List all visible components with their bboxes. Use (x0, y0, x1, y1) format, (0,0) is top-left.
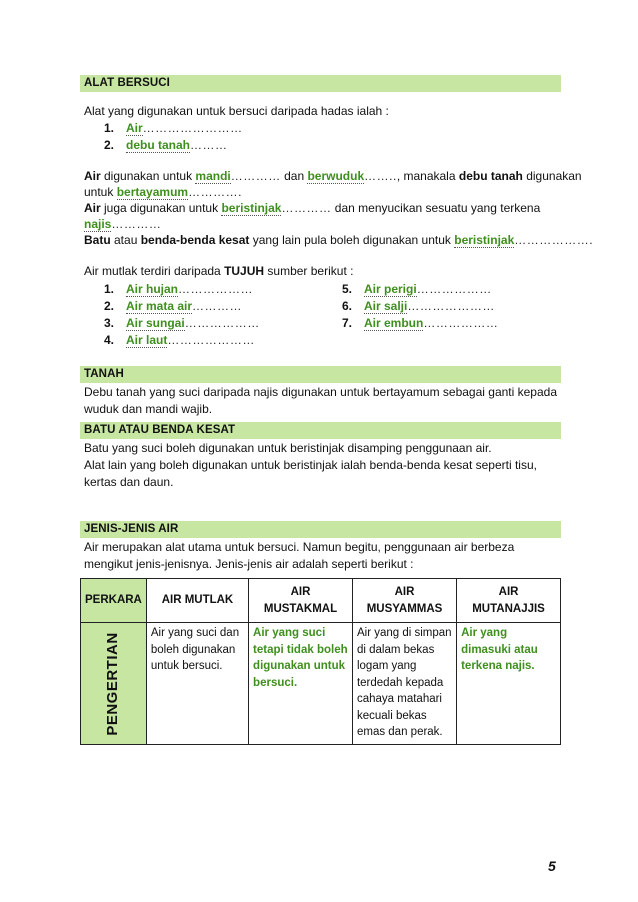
table-cell: Air yang di simpan di dalam bekas logam yang terdedah kepada cahaya matahari kecuali bekas emas dan perak. (352, 623, 456, 745)
blank-dots: …………. (188, 185, 242, 199)
column-header: AIR MUTLAK (146, 579, 248, 623)
blank-dots: ………… (230, 169, 281, 183)
item-number: 2. (104, 299, 115, 313)
column-header: AIR MUTANAJJIS (457, 579, 561, 623)
list-item (342, 281, 492, 297)
blank-dots: ……………… (178, 282, 254, 296)
answer-text: bertayamum (116, 185, 189, 199)
blank-dots: ……………… (416, 282, 492, 296)
list-item (104, 332, 255, 348)
jenis-text: Air merupakan alat utama untuk bersuci. Namun begitu, penggunaan air berbeza (84, 540, 515, 554)
sumber-intro (84, 263, 353, 279)
answer-text: Air (126, 121, 143, 135)
list-item (342, 298, 495, 314)
column-header: PERKARA (81, 579, 147, 623)
list-item (104, 120, 243, 136)
answer-text: Air sungai (126, 316, 185, 330)
table-cell: Air yang dimasuki atau terkena najis. (457, 623, 561, 745)
text-fragment: atau (110, 233, 141, 247)
answer-text: Air hujan (126, 282, 179, 296)
table-cell: Air yang suci tetapi tidak boleh digunakan untuk bersuci. (249, 623, 353, 745)
sentence-air-beristinjak (84, 200, 540, 216)
text-fragment: dan menyucikan sesuatu yang terkena (331, 201, 541, 215)
blank-dots: ……………… (184, 316, 260, 330)
row-label-cell (81, 623, 147, 745)
answer-text: beristinjak (454, 233, 515, 247)
row-label: PENGERTIAN (104, 631, 122, 736)
answer-text: Air salji (364, 299, 408, 313)
text-fragment: sumber berikut : (264, 264, 354, 278)
blank-dots: ………………… (167, 333, 255, 347)
intro-text: Alat yang digunakan untuk bersuci daripada hadas ialah : (84, 104, 389, 118)
item-number: 3. (104, 316, 115, 330)
answer-text: debu tanah (126, 138, 191, 152)
answer-text: najis (84, 217, 112, 231)
item-number: 4. (104, 333, 115, 347)
text-fragment: juga digunakan untuk (100, 201, 222, 215)
bold-term: Batu (84, 233, 111, 247)
column-header: AIR MUSTAKMAL (249, 579, 353, 623)
sentence-bertayamum (84, 184, 242, 200)
jenis-text: mengikut jenis-jenisnya. Jenis-jenis air adalah seperti berikut : (84, 557, 414, 571)
text-fragment: digunakan (522, 169, 582, 183)
answer-text: Air perigi (364, 282, 417, 296)
blank-dots: ……………… (423, 316, 499, 330)
batu-text: Batu yang suci boleh digunakan untuk beristinjak disamping penggunaan air. (84, 441, 492, 455)
answer-text: Air embun (364, 316, 424, 330)
bold-term: Air (84, 169, 101, 183)
tanah-text: wuduk dan mandi wajib. (84, 402, 213, 416)
sentence-najis (84, 216, 161, 232)
list-item (104, 298, 242, 314)
page-number: 5 (548, 858, 556, 874)
table-row (81, 623, 561, 745)
item-number: 2. (104, 138, 115, 152)
section-header-jenis: JENIS-JENIS AIR (80, 521, 561, 538)
item-number: 1. (104, 282, 115, 296)
item-number: 5. (342, 282, 353, 296)
list-item (104, 281, 253, 297)
text-fragment: Air mutlak terdiri daripada (84, 264, 225, 278)
text-fragment: , manakala (396, 169, 459, 183)
section-header-tanah: TANAH (80, 366, 561, 383)
blank-dots: ………… (281, 201, 332, 215)
blank-dots: ………… (111, 217, 162, 231)
section-header-alat-bersuci: ALAT BERSUCI (80, 75, 561, 92)
sentence-batu (84, 232, 593, 248)
bold-term: benda-benda kesat (140, 233, 250, 247)
text-fragment: digunakan untuk (100, 169, 196, 183)
bold-term: debu tanah (458, 169, 523, 183)
answer-text: Air laut (126, 333, 168, 347)
item-number: 6. (342, 299, 353, 313)
item-number: 1. (104, 121, 115, 135)
blank-dots: ………………. (514, 233, 594, 247)
text-fragment: untuk (84, 185, 117, 199)
blank-dots: ………… (192, 299, 243, 313)
list-item (104, 315, 260, 331)
answer-text: berwuduk (307, 169, 365, 183)
text-fragment: dan (280, 169, 308, 183)
section-header-batu: BATU ATAU BENDA KESAT (80, 422, 561, 439)
jenis-air-table (80, 578, 561, 745)
table-header-row (81, 579, 561, 623)
blank-dots: ……… (190, 138, 228, 152)
text-fragment: yang lain pula boleh digunakan untuk (249, 233, 455, 247)
blank-dots: …….. (364, 169, 397, 183)
blank-dots: ………………… (407, 299, 495, 313)
blank-dots: …………………… (142, 121, 243, 135)
bold-term: Air (84, 201, 101, 215)
batu-text: kertas dan daun. (84, 475, 174, 489)
answer-text: mandi (195, 169, 231, 183)
item-number: 7. (342, 316, 353, 330)
tanah-text: Debu tanah yang suci daripada najis digunakan untuk bertayamum sebagai ganti kepada (84, 385, 557, 399)
sentence-air-mandi (84, 168, 582, 184)
batu-text: Alat lain yang boleh digunakan untuk beristinjak ialah benda-benda kesat seperti tisu, (84, 458, 537, 472)
table-cell: Air yang suci dan boleh digunakan untuk bersuci. (146, 623, 248, 745)
list-item (104, 137, 228, 153)
bold-term: TUJUH (224, 264, 265, 278)
answer-text: Air mata air (126, 299, 193, 313)
answer-text: beristinjak (221, 201, 282, 215)
list-item (342, 315, 498, 331)
column-header: AIR MUSYAMMAS (352, 579, 456, 623)
